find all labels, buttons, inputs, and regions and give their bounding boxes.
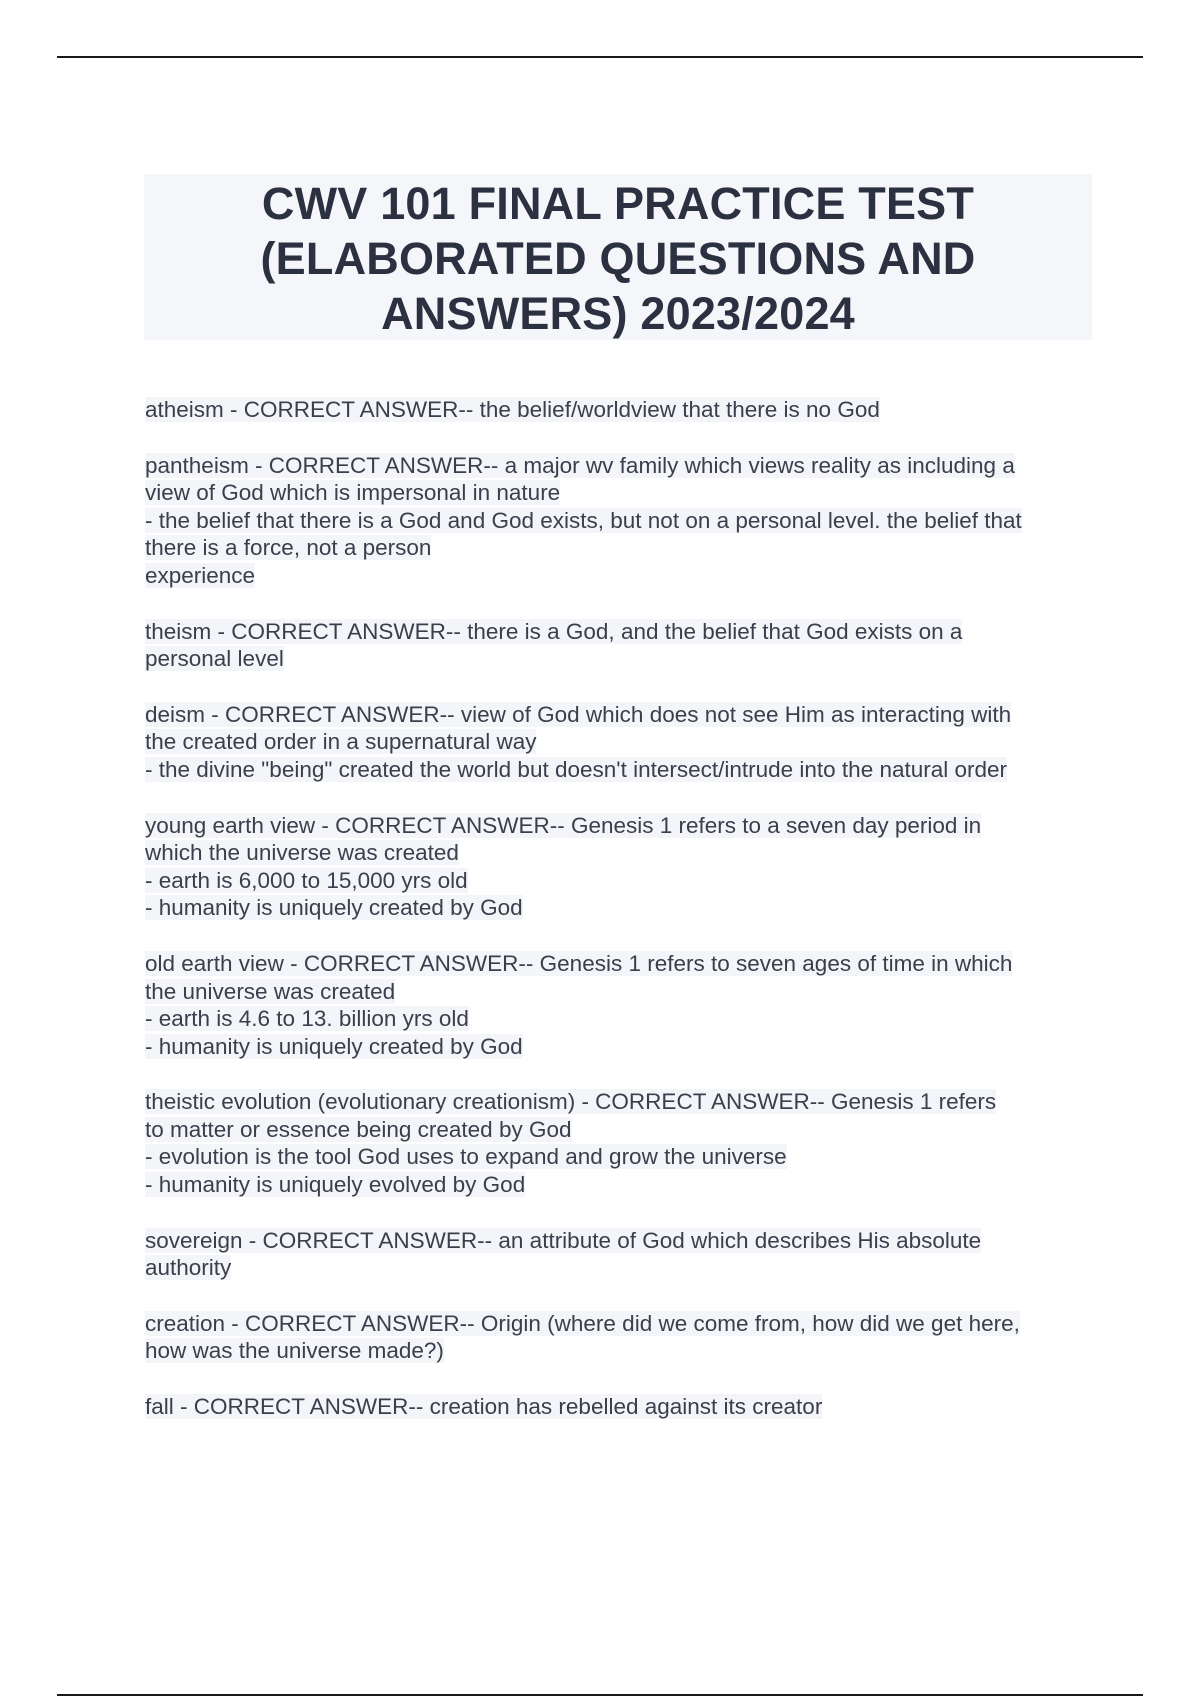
flashcard-line-text: - evolution is the tool God uses to expand and grow the universe xyxy=(145,1144,787,1170)
flashcard-line-text: - earth is 6,000 to 15,000 yrs old xyxy=(145,867,468,893)
document-title-line-2: (ELABORATED QUESTIONS AND xyxy=(260,233,976,284)
flashcard-line-text: to matter or essence being created by God xyxy=(145,1116,572,1142)
flashcard-line-text: - the divine "being" created the world but doesn't intersect/intrude into the natural order xyxy=(145,756,1008,782)
flashcard-line xyxy=(145,839,1095,867)
flashcard-entry xyxy=(145,812,1095,922)
flashcard-line xyxy=(145,507,1095,535)
flashcard-line xyxy=(145,1171,1095,1199)
flashcard-line xyxy=(145,950,1095,978)
flashcard-line xyxy=(145,812,1095,840)
flashcard-list xyxy=(145,396,1095,1421)
flashcard-line xyxy=(145,1393,1095,1421)
flashcard-line xyxy=(145,1143,1095,1171)
flashcard-line-text: sovereign - CORRECT ANSWER-- an attribute of God which describes His absolute xyxy=(145,1227,982,1253)
flashcard-entry xyxy=(145,1310,1095,1365)
flashcard-line-text: there is a force, not a person xyxy=(145,535,432,561)
flashcard-line xyxy=(145,1337,1095,1365)
flashcard-line xyxy=(145,978,1095,1006)
flashcard-entry xyxy=(145,618,1095,673)
flashcard-entry xyxy=(145,396,1095,424)
flashcard-line xyxy=(145,1033,1095,1061)
flashcard-line-text: pantheism - CORRECT ANSWER-- a major wv family which views reality as including a xyxy=(145,452,1015,478)
flashcard-line-text: personal level xyxy=(145,646,284,672)
flashcard-line-text: - the belief that there is a God and God exists, but not on a personal level. the belief that xyxy=(145,507,1022,533)
flashcard-line xyxy=(145,1310,1095,1338)
flashcard-line-text: - humanity is uniquely created by God xyxy=(145,895,523,921)
flashcard-line xyxy=(145,1227,1095,1255)
flashcard-line-text: the universe was created xyxy=(145,978,396,1004)
flashcard-line xyxy=(145,1005,1095,1033)
flashcard-line xyxy=(145,894,1095,922)
flashcard-line xyxy=(145,534,1095,562)
flashcard-line xyxy=(145,562,1095,590)
flashcard-line-text: old earth view - CORRECT ANSWER-- Genesis 1 refers to seven ages of time in which xyxy=(145,950,1013,976)
flashcard-line xyxy=(145,867,1095,895)
flashcard-line xyxy=(145,396,1095,424)
flashcard-line-text: fall - CORRECT ANSWER-- creation has rebelled against its creator xyxy=(145,1394,823,1420)
flashcard-line xyxy=(145,1088,1095,1116)
flashcard-line-text: how was the universe made?) xyxy=(145,1338,444,1364)
flashcard-line xyxy=(145,618,1095,646)
flashcard-line-text: atheism - CORRECT ANSWER-- the belief/worldview that there is no God xyxy=(145,397,880,422)
flashcard-entry xyxy=(145,1393,1095,1421)
document-title-box xyxy=(144,174,1092,340)
flashcard-line-text: - earth is 4.6 to 13. billion yrs old xyxy=(145,1006,469,1032)
header-rule xyxy=(57,56,1143,58)
flashcard-line-text: young earth view - CORRECT ANSWER-- Genesis 1 refers to a seven day period in xyxy=(145,812,982,838)
flashcard-line xyxy=(145,1254,1095,1282)
flashcard-line-text: creation - CORRECT ANSWER-- Origin (where did we come from, how did we get here, xyxy=(145,1310,1020,1336)
flashcard-line xyxy=(145,756,1095,784)
document-title-line-3: ANSWERS) 2023/2024 xyxy=(381,288,855,339)
flashcard-entry xyxy=(145,950,1095,1060)
flashcard-line xyxy=(145,645,1095,673)
flashcard-line-text: - humanity is uniquely evolved by God xyxy=(145,1172,526,1198)
flashcard-line-text: authority xyxy=(145,1255,232,1281)
flashcard-line xyxy=(145,701,1095,729)
flashcard-entry xyxy=(145,701,1095,784)
document-title-line-1: CWV 101 FINAL PRACTICE TEST xyxy=(261,178,975,229)
flashcard-line-text: which the universe was created xyxy=(145,840,459,866)
flashcard-line-text: the created order in a supernatural way xyxy=(145,729,537,755)
flashcard-line xyxy=(145,452,1095,480)
flashcard-line-text: theism - CORRECT ANSWER-- there is a God, and the belief that God exists on a xyxy=(145,618,963,644)
flashcard-line-text: deism - CORRECT ANSWER-- view of God which does not see Him as interacting with xyxy=(145,701,1012,727)
flashcard-line-text: - humanity is uniquely created by God xyxy=(145,1033,523,1059)
flashcard-entry xyxy=(145,1227,1095,1282)
flashcard-entry xyxy=(145,1088,1095,1198)
flashcard-line xyxy=(145,728,1095,756)
flashcard-line-text: theistic evolution (evolutionary creationism) - CORRECT ANSWER-- Genesis 1 refers xyxy=(145,1089,997,1115)
flashcard-line-text: view of God which is impersonal in nature xyxy=(145,480,561,506)
flashcard-line-text: experience xyxy=(145,562,256,588)
footer-rule xyxy=(57,1694,1143,1696)
flashcard-line xyxy=(145,1116,1095,1144)
flashcard-line xyxy=(145,479,1095,507)
flashcard-entry xyxy=(145,452,1095,590)
